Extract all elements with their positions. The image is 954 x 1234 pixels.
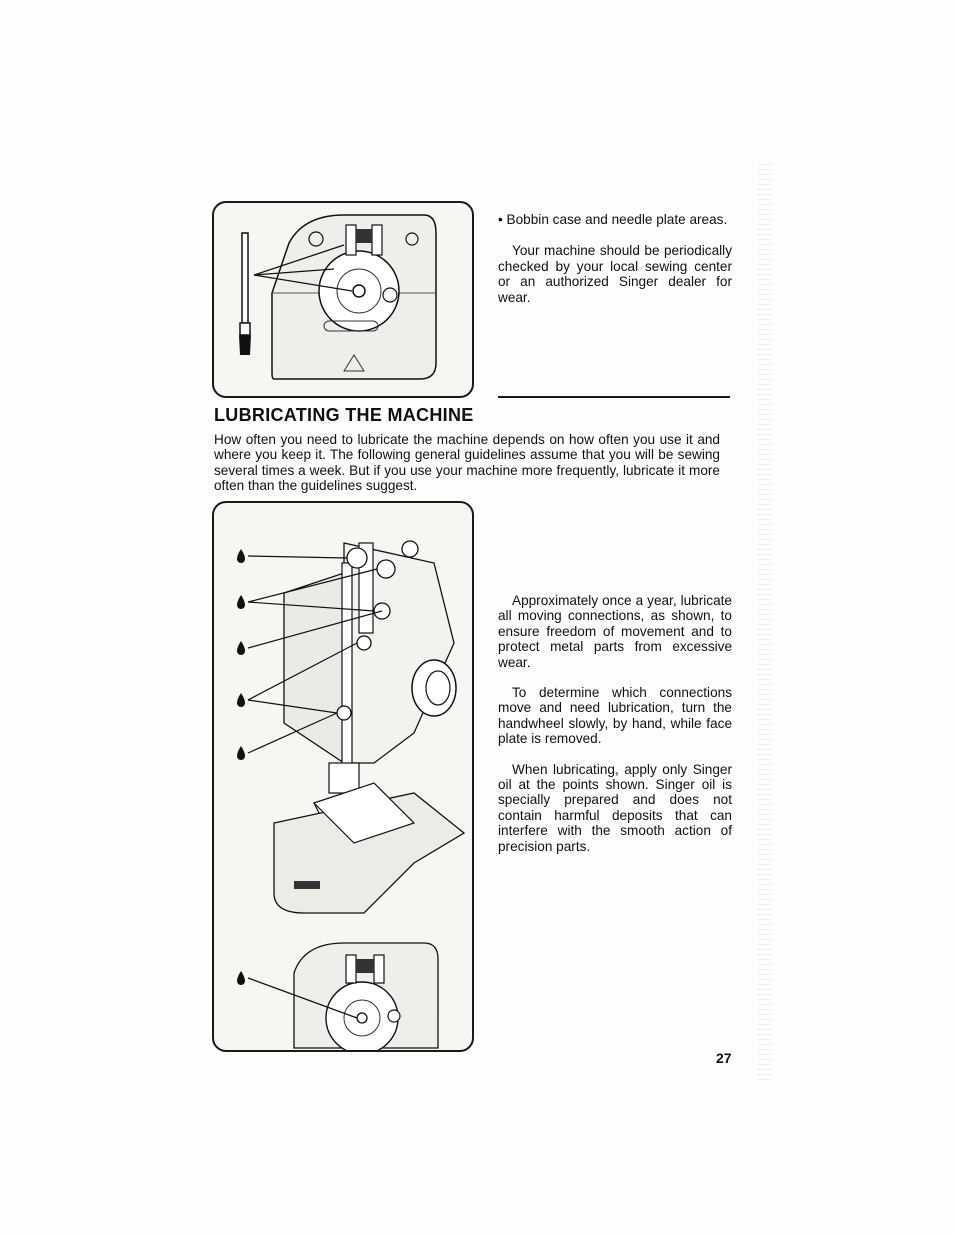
lubrication-points-illustration: [212, 501, 474, 1052]
bullet-text: Bobbin case and needle plate areas.: [506, 212, 728, 227]
page-number: 27: [716, 1050, 732, 1066]
bullet-marker: •: [498, 212, 503, 227]
oil-drop-icon: [237, 549, 245, 563]
oil-drop-icon: [237, 971, 245, 985]
lubrication-paragraph-1: Approximately once a year, lubricate all moving connections, as shown, to ensure freedom of movement and to protect metal parts from excessive wear.: [498, 593, 732, 670]
lubrication-paragraph-3: When lubricating, apply only Singer oil at the points shown. Singer oil is specially prepared and does not contain harmful deposits that can interfere with the smooth action of precision parts.: [498, 761, 732, 854]
periodic-check-paragraph: Your machine should be periodically checked by your local sewing center or an authorized Singer dealer for wear.: [498, 243, 732, 305]
machine-head-drawing: [214, 503, 472, 1050]
bobbin-text-block: [498, 212, 732, 305]
section-divider: [498, 396, 730, 398]
oil-drop-icon: [237, 595, 245, 609]
bobbin-area-drawing: [214, 203, 472, 396]
intro-paragraph: How often you need to lubricate the machine depends on how often you use it and where you keep it. The following general guidelines assume that you will be sewing several times a week. But if you use your machine more frequently, lubricate it more often than the guidelines suggest.: [214, 432, 720, 494]
page-heading: LUBRICATING THE MACHINE: [214, 405, 474, 425]
lubrication-text-block: [498, 593, 732, 854]
lubrication-paragraph-2: To determine which connections move and need lubrication, turn the handwheel slowly, by hand, while face plate is removed.: [498, 685, 732, 747]
oil-drop-icon: [237, 693, 245, 707]
scan-edge: [758, 160, 772, 1080]
bullet-item: [498, 212, 732, 227]
bobbin-cleaning-illustration: [212, 201, 474, 398]
lint-brush-icon: [239, 233, 251, 355]
oil-drop-icon: [237, 641, 245, 655]
oil-drop-icon: [237, 746, 245, 760]
